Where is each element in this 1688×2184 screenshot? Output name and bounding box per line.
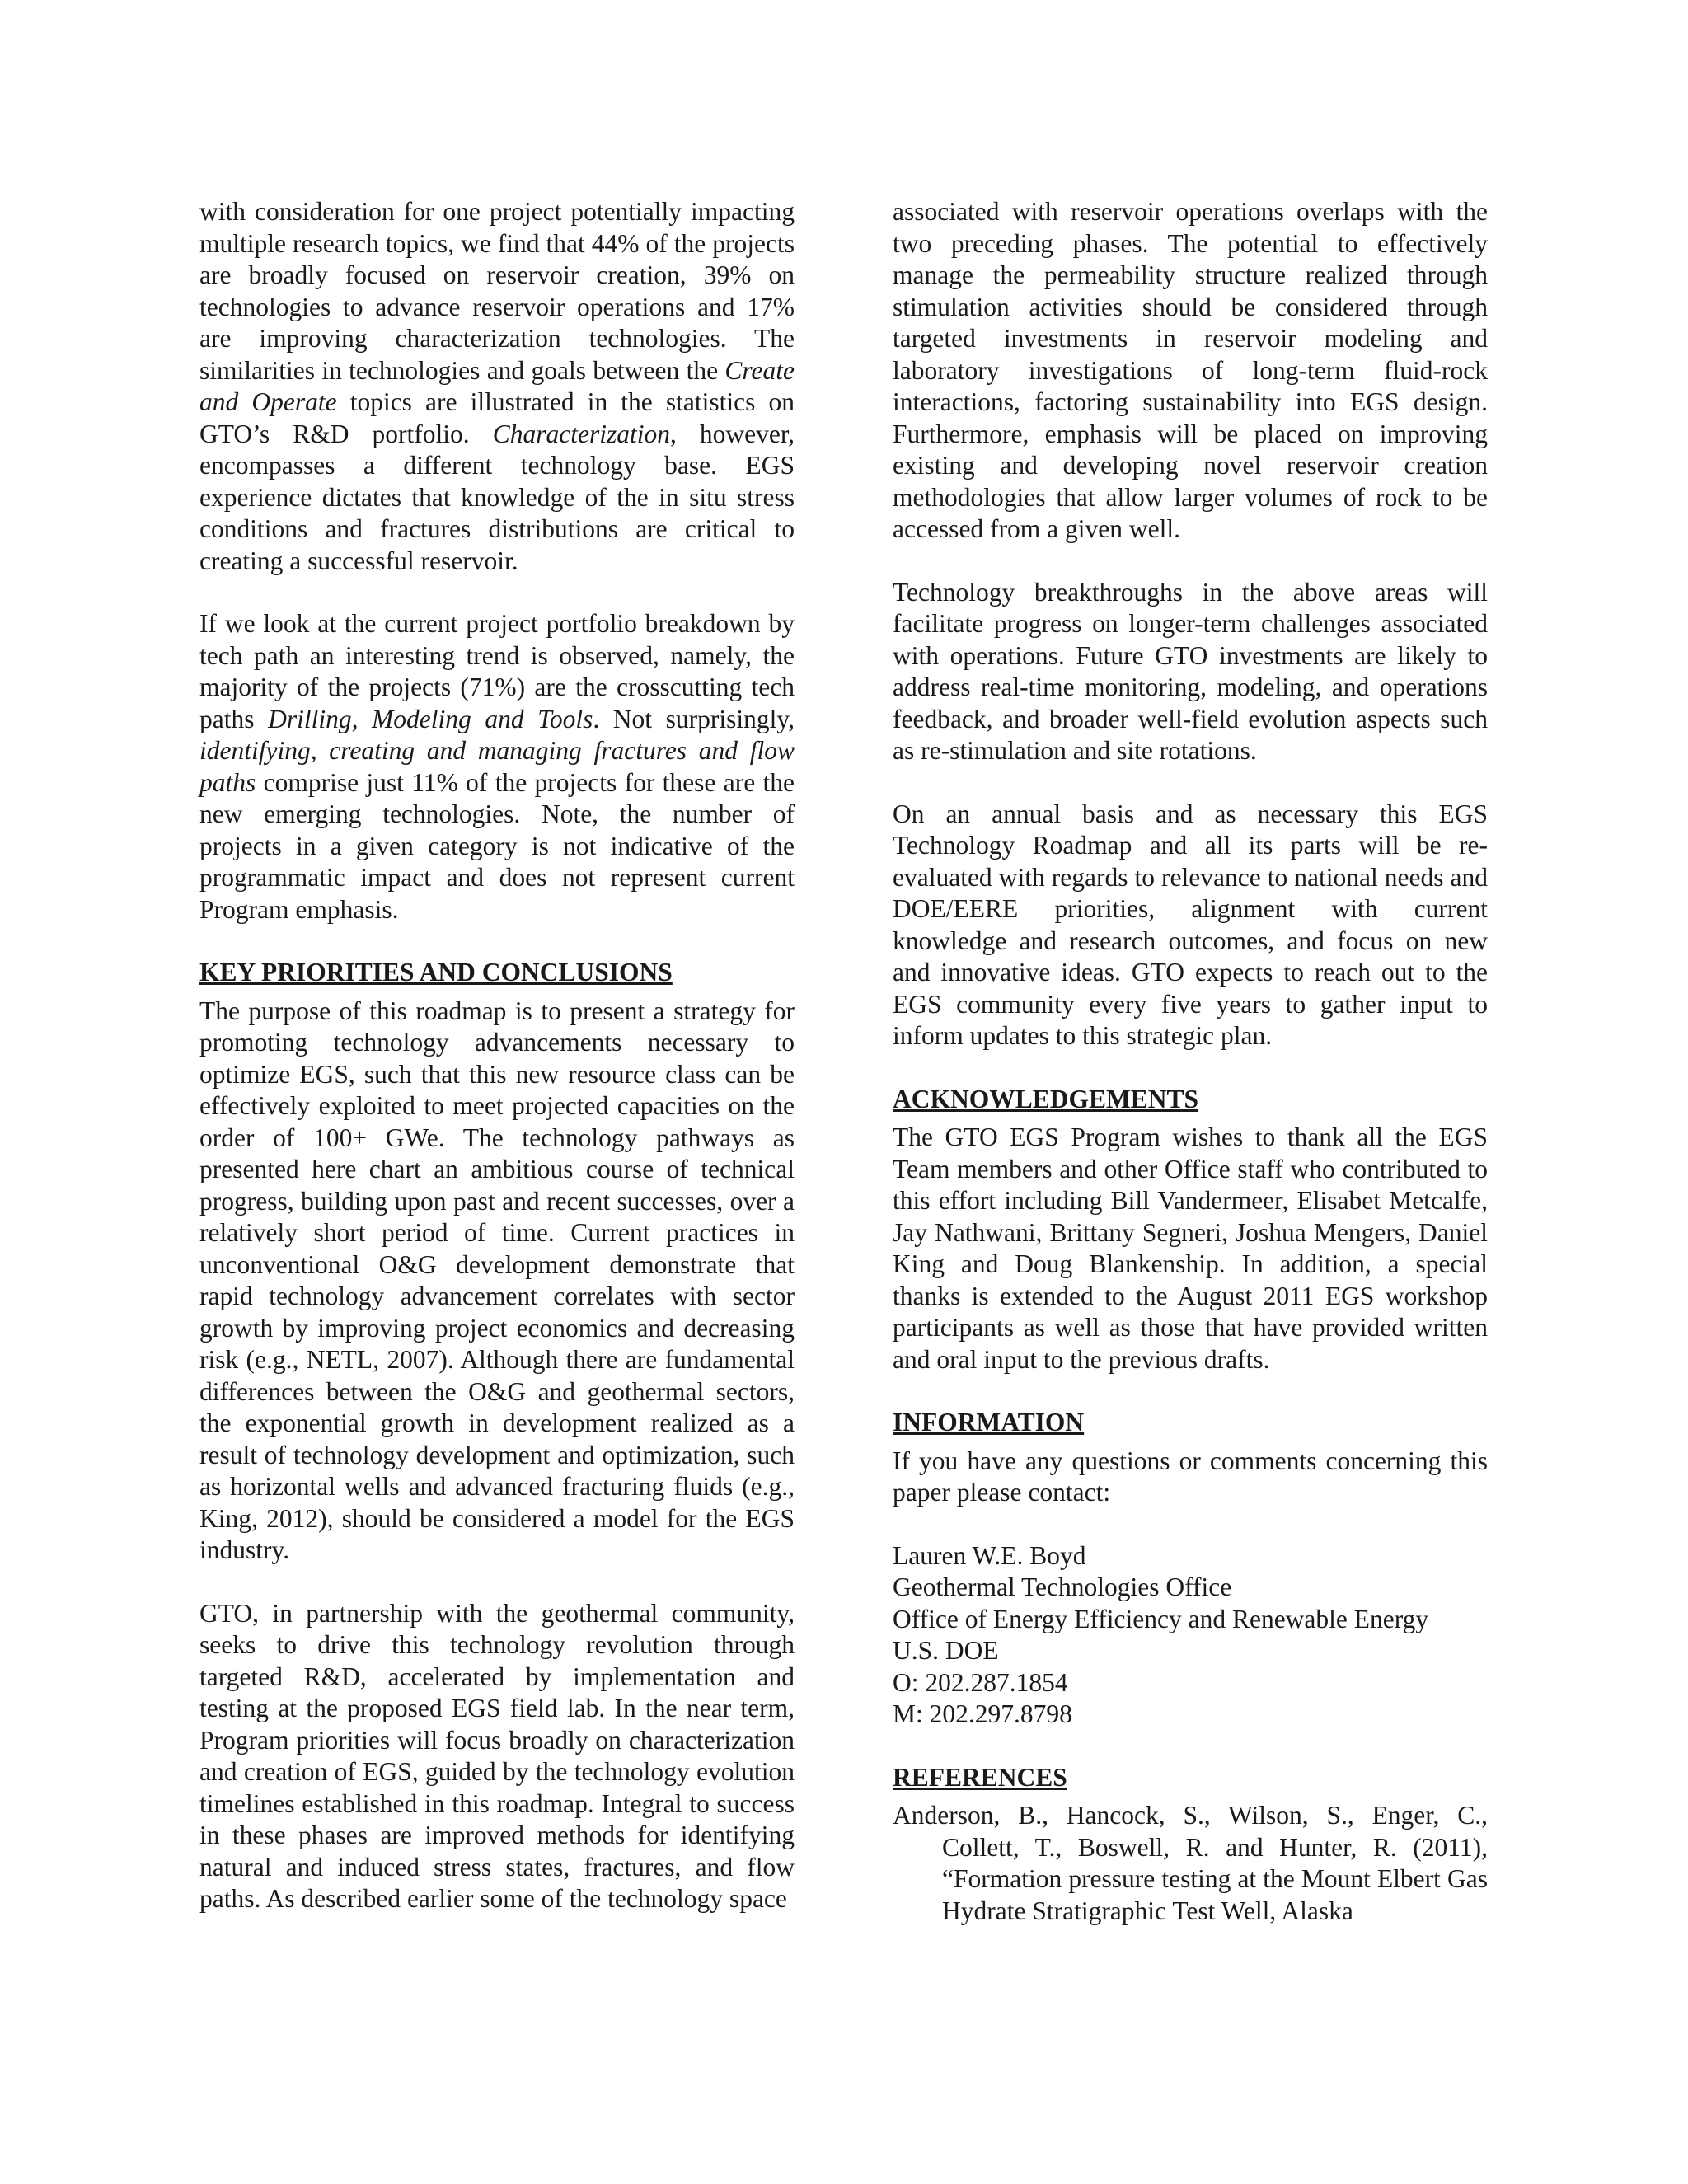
paragraph-roadmap-purpose: The purpose of this roadmap is to present a strategy for promoting technology advancements necessary to optimize EGS, such that this new resource class can be effectively exploited to meet projected capacities on the order of 100+ GWe. The technology pathways as presented here chart an ambitious course of technical progress, building upon past and recent successes, over a relatively short period of time. Current practices in unconventional O&G development demonstrate that rapid technology advancement correlates with sector growth by improving project economics and decreasing risk (e.g., NETL, 2007). Although there are fundamental differences between the O&G and geothermal sectors, the exponential growth in development realized as a result of technology development and optimization, such as horizontal wells and advanced fracturing fluids (e.g., King, 2012), should be considered a model for the EGS industry.	[199, 996, 795, 1564]
paragraph-gto-partnership: GTO, in partnership with the geothermal community, seeks to drive this technology revolution through targeted R&D, accelerated by implementation and testing at the proposed EGS field lab. In the near term, Program priorities will focus broadly on characterization and creation of EGS, guided by the technology evolution timelines established in this roadmap. Integral to success in these phases are improved methods for identifying natural and induced stress states, fractures, and flow paths. As described earlier some of the technology space	[199, 1598, 795, 1913]
italic-term: Drilling, Modeling and Tools	[268, 704, 593, 733]
right-column	[893, 196, 1488, 1927]
contact-office: Geothermal Technologies Office	[893, 1572, 1232, 1601]
italic-term: Characterization	[492, 419, 670, 448]
italic-term: Create and Operate	[199, 355, 795, 416]
paragraph-annual-review: On an annual basis and as necessary this EGS Technology Roadmap and all its parts will be re-evaluated with regards to relevance to national needs and DOE/EERE priorities, alignment with current knowledge and research outcomes, and focus on new and innovative ideas. GTO expects to reach out to the EGS community every five years to gather input to inform updates to this strategic plan.	[893, 799, 1488, 1050]
heading-information: INFORMATION	[893, 1408, 1085, 1436]
paragraph-technology-breakthroughs: Technology breakthroughs in the above areas will facilitate progress on longer-term challenges associated with operations. Future GTO investments are likely to address real-time monitoring, modeling, and operations feedback, and broader well-field evolution aspects such as re-stimulation and site rotations.	[893, 577, 1488, 765]
contact-office-phone: O: 202.287.1854	[893, 1667, 1068, 1697]
italic-term: identifying, creating and managing fractures and flow paths	[199, 736, 795, 797]
contact-name: Lauren W.E. Boyd	[893, 1540, 1086, 1570]
contact-block	[893, 1540, 1488, 1731]
contact-mobile-phone: M: 202.297.8798	[893, 1699, 1072, 1728]
paragraph-contact-intro: If you have any questions or comments concerning this paper please contact:	[893, 1446, 1488, 1507]
paragraph-acknowledgements: The GTO EGS Program wishes to thank all the EGS Team members and other Office staff who contributed to this effort including Bill Vandermeer, Elisabet Metcalfe, Jay Nathwani, Brittany Segneri, Joshua Mengers, Daniel King and Doug Blankenship. In addition, a special thanks is extended to the August 2011 EGS workshop participants as well as those that have provided written and oral input to the previous drafts.	[893, 1122, 1488, 1374]
reference-entry: Anderson, B., Hancock, S., Wilson, S., Enger, C., Collett, T., Boswell, R. and Hunter, R. (2011), “Formation pressure testing at the Mount Elbert Gas Hydrate Stratigraphic Test Well, Alaska	[893, 1801, 1488, 1925]
heading-references: REFERENCES	[893, 1762, 1067, 1792]
paragraph-reservoir-operations: associated with reservoir operations overlaps with the two preceding phases. The potential to effectively manage the permeability structure realized through stimulation activities should be considered through targeted investments in reservoir modeling and laboratory investigations of long-term fluid-rock interactions, factoring sustainability into EGS design. Furthermore, emphasis will be placed on improving existing and developing novel reservoir creation methodologies that allow larger volumes of rock to be accessed from a given well.	[893, 197, 1488, 543]
paragraph-tech-path-breakdown: If we look at the current project portfolio breakdown by tech path an interesting trend is observed, namely, the majority of the projects (71%) are the crosscutting tech paths Drilling, Modeling and Tools. Not surprisingly, identifying, creating and managing fractures and flow paths comprise just 11% of the projects for these are the new emerging technologies. Note, the number of projects in a given category is not indicative of the programmatic impact and does not represent current Program emphasis.	[199, 609, 795, 924]
contact-agency: U.S. DOE	[893, 1636, 999, 1665]
heading-key-priorities: KEY PRIORITIES AND CONCLUSIONS	[199, 958, 673, 987]
paragraph-portfolio-topics: with consideration for one project potentially impacting multiple research topics, we find that 44% of the projects are broadly focused on reservoir creation, 39% on technologies to advance reservoir operations and 17% are improving characterization technologies. The similarities in technologies and goals between the Create and Operate topics are illustrated in the statistics on GTO’s R&D portfolio. Characterization, however, encompasses a different technology base. EGS experience dictates that knowledge of the in situ stress conditions and fractures distributions are critical to creating a successful reservoir.	[199, 197, 795, 575]
left-column	[199, 196, 795, 1947]
contact-department: Office of Energy Efficiency and Renewable Energy	[893, 1604, 1429, 1633]
heading-acknowledgements: ACKNOWLEDGEMENTS	[893, 1084, 1199, 1113]
